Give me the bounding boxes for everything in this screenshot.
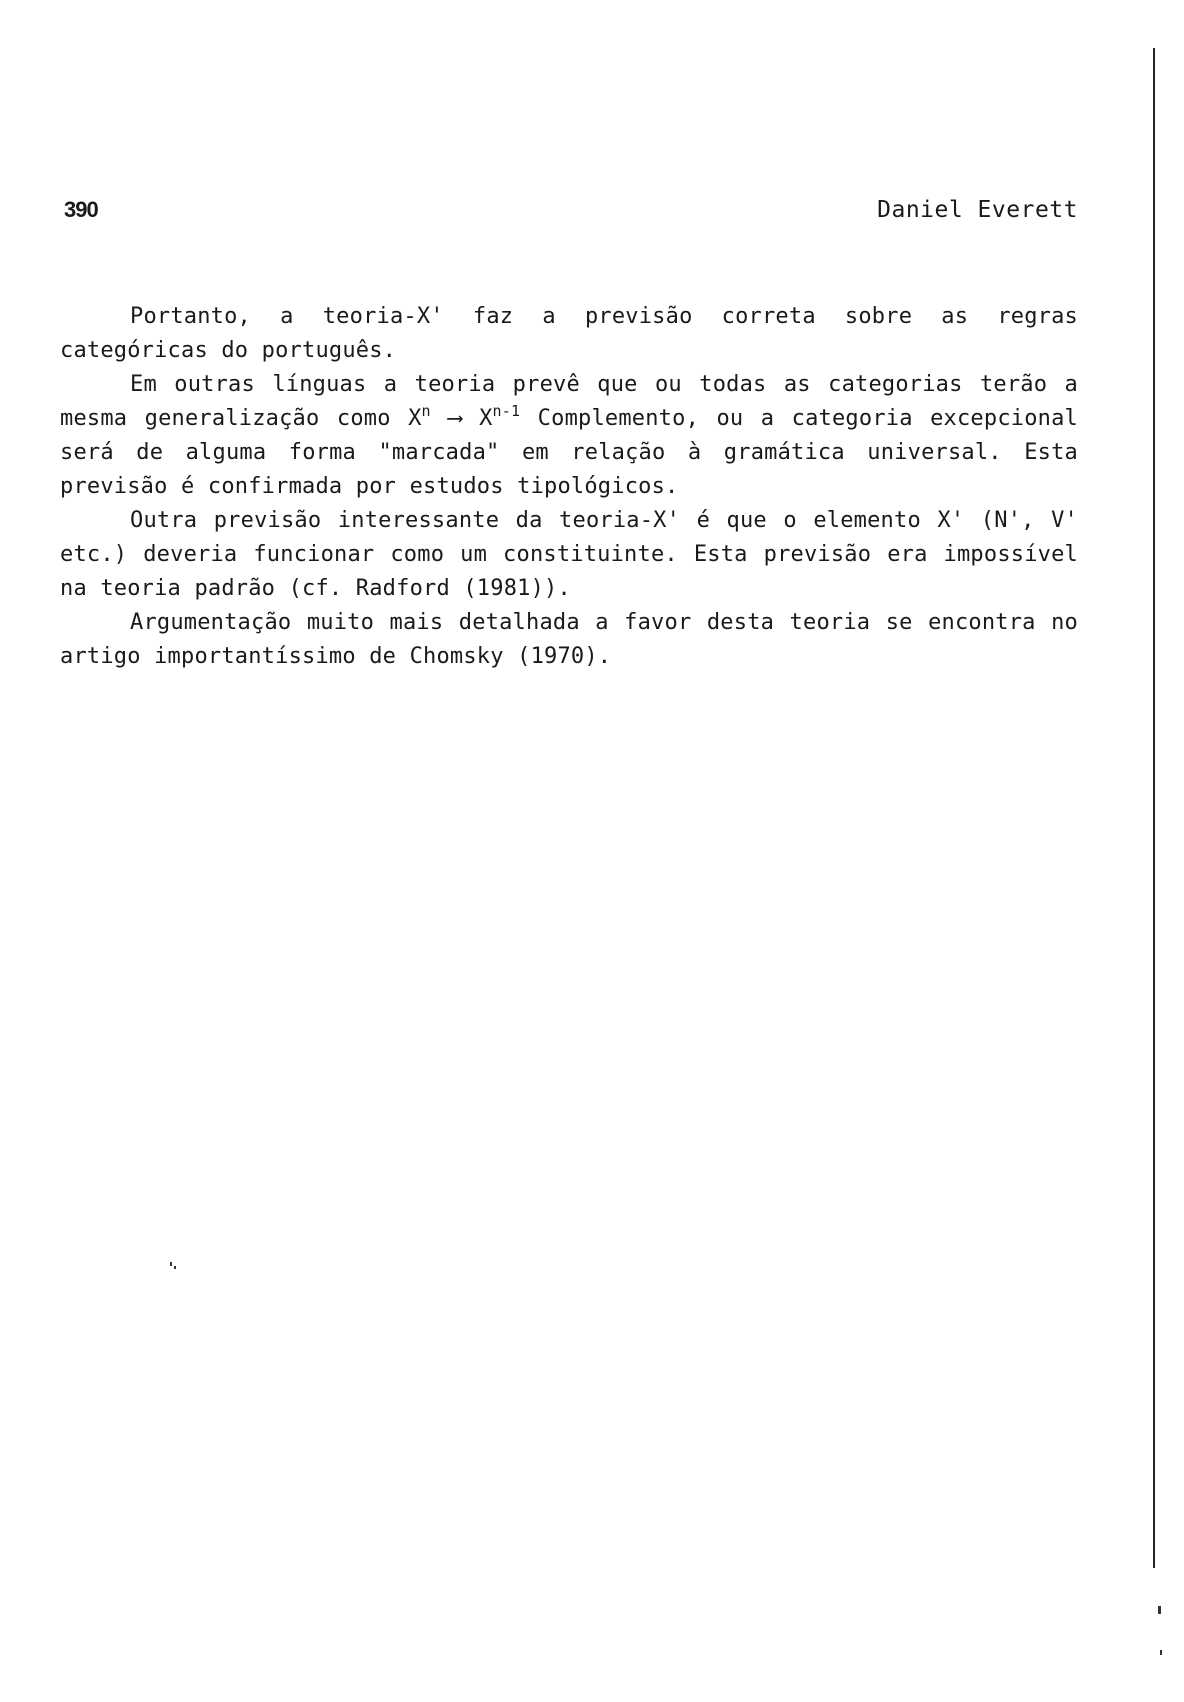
paragraph-2-text-before: Em outras línguas a teoria prevê que ou todas as categorias terão a mesma generalização como X bbox=[60, 372, 1078, 431]
arrow-symbol: ⟶ bbox=[448, 406, 462, 431]
x-symbol: X bbox=[479, 406, 493, 431]
scan-speck bbox=[1160, 1650, 1162, 1655]
running-head-author: Daniel Everett bbox=[877, 197, 1078, 223]
paragraph-4: Argumentação muito mais detalhada a favor desta teoria se encontra no artigo importantíssimo de Chomsky (1970). bbox=[60, 610, 1078, 669]
paragraph-2-text-after: Complemento, ou a categoria excepcional será de alguma forma "marcada" em relação à gramática universal. Esta previsão é confirmada por estudos tipológicos. bbox=[60, 406, 1078, 499]
scan-speck bbox=[174, 1266, 176, 1269]
scan-speck bbox=[170, 1262, 172, 1266]
superscript-n-minus-1: n-1 bbox=[492, 402, 521, 420]
superscript-n: n bbox=[421, 402, 431, 420]
paragraph-2 bbox=[60, 368, 1078, 504]
paragraph-1: Portanto, a teoria-X' faz a previsão correta sobre as regras categóricas do português. bbox=[60, 304, 1078, 363]
page-number: 390 bbox=[64, 197, 98, 222]
body-text bbox=[60, 300, 1078, 674]
paragraph-3: Outra previsão interessante da teoria-X' é que o elemento X' (N', V' etc.) deveria funcionar como um constituinte. Esta previsão era impossível na teoria padrão (cf. Radford (1981)). bbox=[60, 508, 1078, 601]
scan-edge-rule bbox=[1153, 48, 1155, 1568]
scan-speck bbox=[1158, 1606, 1161, 1614]
